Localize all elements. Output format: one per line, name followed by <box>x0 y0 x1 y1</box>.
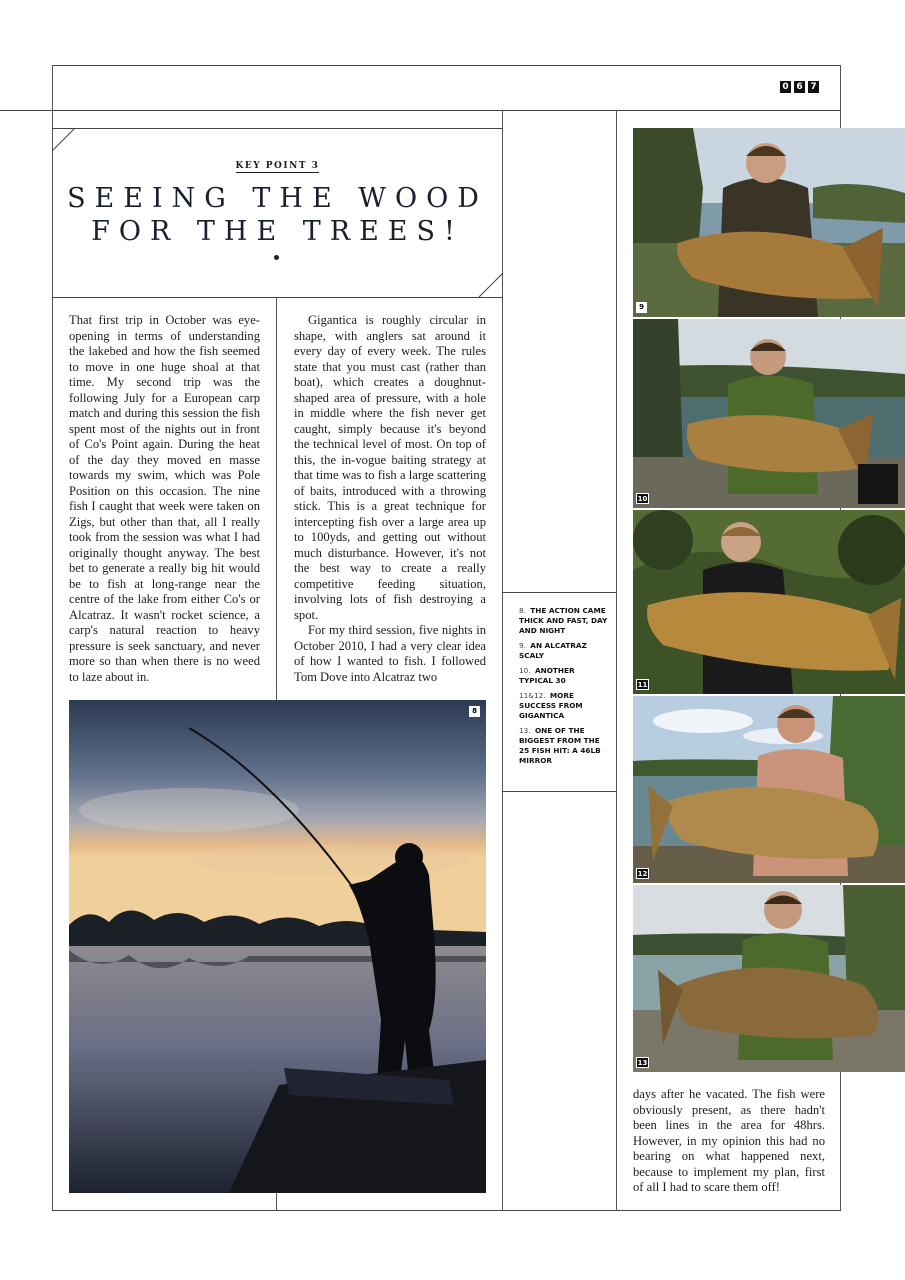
photo-number-badge: 11 <box>637 681 648 689</box>
headline-bullet <box>274 255 279 260</box>
caption-box-top <box>502 592 617 593</box>
key-point-kicker: KEY POINT 3 <box>235 161 320 171</box>
photo-number-badge: 10 <box>637 495 648 503</box>
body-column-1 <box>69 313 260 685</box>
column-divider-3 <box>616 110 617 1211</box>
photo-angler-silhouette <box>69 700 486 1193</box>
photo-number-badge: 12 <box>637 870 648 878</box>
headline-line-2: FOR THE TREES! <box>91 216 464 247</box>
caption-item: 11&12. MORE SUCCESS FROM GIGANTICA <box>519 691 583 720</box>
body-column-2 <box>294 313 486 685</box>
page-number <box>780 81 819 93</box>
caption-box-bottom <box>502 791 617 792</box>
corner-notch-top-left <box>52 128 76 152</box>
caption-item: 13. ONE OF THE BIGGEST FROM THE 25 FISH HIT: A 46LB MIRROR <box>519 726 601 765</box>
photo-number-badge: 13 <box>637 1059 648 1067</box>
frame-bottom <box>52 1210 841 1211</box>
photo-10-angler-with-carp <box>633 319 905 508</box>
photo-13-angler-with-carp <box>633 885 905 1072</box>
headline <box>52 182 503 248</box>
photo-11-angler-with-carp <box>633 510 905 694</box>
page-digit: 6 <box>794 81 805 93</box>
photo-captions <box>519 606 611 771</box>
title-box-bottom <box>52 297 503 298</box>
body-paragraph: Gigantica is roughly circular in shape, with anglers sat around it every day of every week. The rules state that you must cast (rather than boat), which creates a doughnut-shaped area of pressure, with a hole in middle where the fish never get caught, simply because it's beyond the technical level of most. On top of this, the in-vogue baiting strategy at that time was to fish a large scattering of baits, introduced with a throwing stick. This is a great technique for intercepting fish over a large area up to 100yds, and getting out without much disturbance. However, it's not the best way to create a really competitive feeding situation, involving lots of fish destroying a spot. <box>294 313 486 622</box>
body-paragraph: That first trip in October was eye-opening in terms of understanding the lakebed and how the fish seemed to move in one huge shoal at that time. My second trip was the following July for a European carp match and during this session the fish spent most of the nights out in front of Co's Point again. During the heat of the day they moved en masse towards my swim, which was Pole Position on this occasion. The nine fish I caught that week were taken on Zigs, but other than that, all I really took from the session was what I had originally thought anyway. The best bet to generate a really big hit would be to fish at long-range near the centre of the lake from either Co's or Alcatraz. It wasn't rocket science, a carp's natural reaction to heavy pressure is seek sanctuary, and never more so than when there is no weed to laze about in. <box>69 313 260 684</box>
corner-notch-bottom-right <box>479 273 503 297</box>
headline-line-1: SEEING THE WOOD <box>67 183 488 214</box>
body-column-4 <box>633 1087 825 1196</box>
caption-item: 9. AN ALCATRAZ SCALY <box>519 641 587 660</box>
photo-number-badge: 8 <box>469 706 480 717</box>
photo-9-angler-with-carp <box>633 128 905 317</box>
photo-number-badge: 9 <box>636 302 647 313</box>
body-paragraph: days after he vacated. The fish were obviously present, as there hadn't been lines in the area for 48hrs. However, in my opinion this had no bearing on what happened next, because to implement my plan, first of all I had to scare them off! <box>633 1087 825 1194</box>
photo-12-angler-with-carp <box>633 696 905 883</box>
header-rule <box>0 110 841 111</box>
top-frame-line <box>52 65 841 66</box>
page-digit: 0 <box>780 81 791 93</box>
page-digit: 7 <box>808 81 819 93</box>
caption-item: 10. ANOTHER TYPICAL 30 <box>519 666 575 685</box>
title-box-top <box>52 128 503 129</box>
body-paragraph: For my third session, five nights in October 2010, I had a very clear idea of how I wanted to fish. I followed Tom Dove into Alcatraz two <box>294 623 486 684</box>
caption-item: 8. THE ACTION CAME THICK AND FAST, DAY AND NIGHT <box>519 606 608 635</box>
